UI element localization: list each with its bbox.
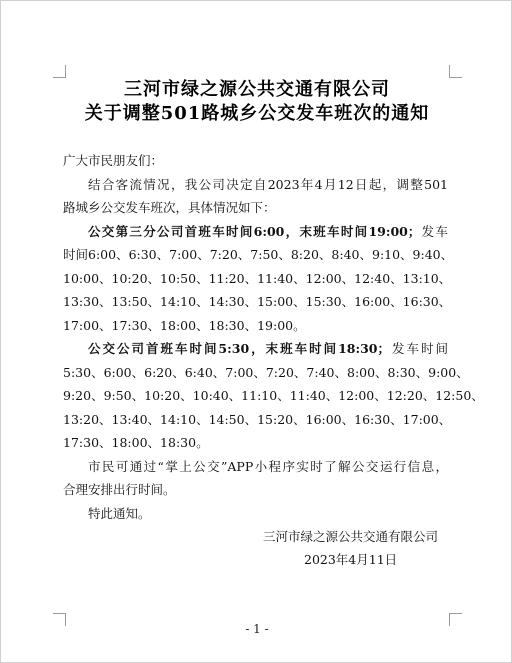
branch3-schedule-line: 17:00、17:30、18:00、18:30、19:00。 [63, 317, 306, 333]
closing-text: 特此通知。 [88, 505, 151, 521]
signature-date: 2023年4月11日 [304, 552, 398, 567]
page-number: - 1 - [245, 622, 269, 636]
branch3-schedule-heading [63, 220, 448, 244]
notice-body [63, 149, 484, 525]
app-note-line: 市民可通过“掌上公交”APP小程序实时了解公交运行信息， [88, 458, 448, 474]
main-schedule-line: 13:20、13:40、14:10、14:50、15:20、16:00、16:30、17:00、 [63, 411, 452, 427]
app-note-line: 合理安排出行时间。 [63, 482, 176, 497]
branch3-schedule-line: 13:30、13:50、14:10、14:30、15:00、15:30、16:00、16:30、 [63, 294, 452, 309]
main-schedule-line: 5:30、6:00、6:20、6:40、7:00、7:20、7:40、8:00、8:30、9:00、 [63, 364, 469, 380]
signature-company: 三河市绿之源公共交通有限公司 [263, 529, 439, 544]
greeting: 广大市民朋友们： [63, 153, 164, 168]
main-schedule-heading [63, 337, 448, 361]
branch3-schedule-line: 10:00、10:20、10:50、11:20、11:40、12:00、12:40、13:10、 [63, 270, 452, 286]
main-heading-rest: 发车时间 [390, 341, 448, 356]
main-first-last-times: 公交公司首班车时间5:30，末班车时间18:30； [88, 341, 390, 356]
branch3-schedule-line: 时间6:00、6:30、7:00、7:20、7:50、8:20、8:40、9:10、9:40、 [63, 247, 454, 262]
intro-line: 结合客流情况，我公司决定自2023年4月12日起，调整501 [88, 176, 448, 192]
branch3-heading-rest: 发车 [420, 223, 448, 239]
branch3-first-last-times: 公交第三分公司首班车时间6:00，末班车时间19:00； [88, 223, 421, 239]
notice-title-line2: 关于调整501路城乡公交发车班次的通知 [84, 103, 430, 124]
main-schedule-line: 9:20、9:50、10:20、10:40、11:10、11:40、12:00、12:20、12:50、 [63, 388, 484, 403]
intro-line: 路城乡公交发车班次，具体情况如下： [63, 200, 276, 215]
notice-title-line1: 三河市绿之源公共交通有限公司 [124, 79, 390, 100]
main-schedule-line: 17:30、18:00、18:30。 [63, 435, 209, 450]
